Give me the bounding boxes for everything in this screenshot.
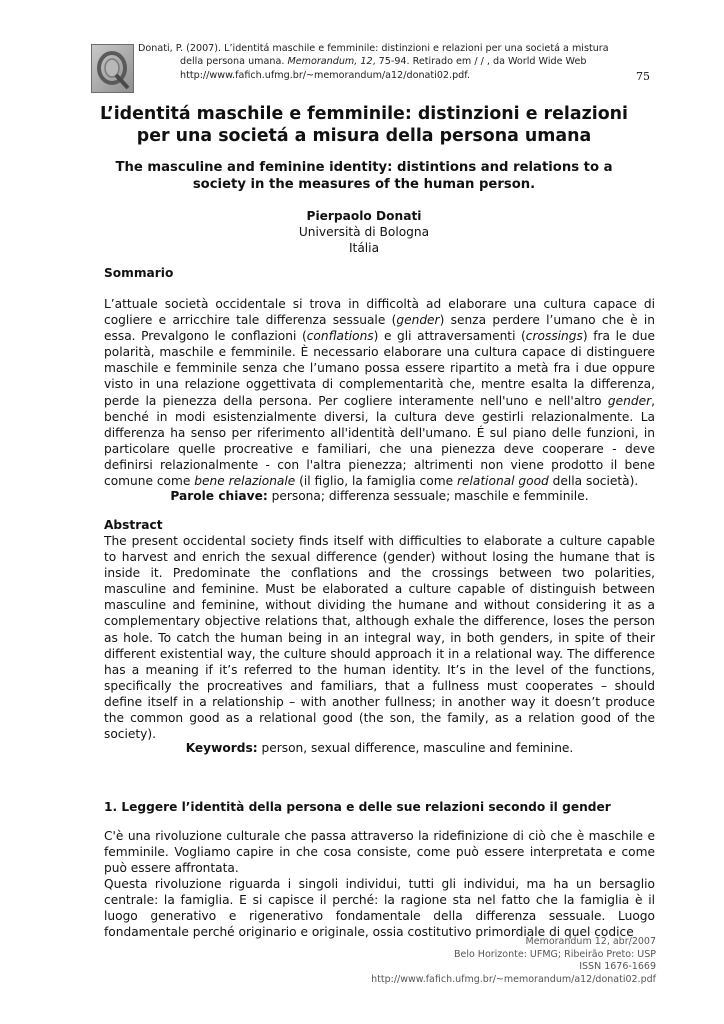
sommario-paragraph bbox=[104, 296, 655, 489]
parole-chiave-label: Parole chiave: bbox=[170, 489, 268, 503]
footer-issn: ISSN 1676-1669 bbox=[579, 961, 656, 973]
citation-line-2-a: della persona umana. bbox=[180, 56, 288, 68]
citation-line-2 bbox=[138, 55, 643, 68]
citation-line-1: Donati, P. (2007). L’identitá maschile e femminile: distinzioni e relazioni per una societá a mistura bbox=[138, 43, 609, 54]
sommario-italic-gender-2: gender bbox=[607, 393, 652, 408]
sommario-text-2: ) senza perdere l’umano che è in essa. Prevalgono le conflazioni ( bbox=[104, 313, 655, 344]
citation-url: http://www.fafich.ufmg.br/~memorandum/a12/donati02.pdf. bbox=[180, 69, 470, 81]
citation-header bbox=[138, 42, 643, 82]
section-1-paragraph-1: C'è una rivoluzione culturale che passa attraverso la ridefinizione di ciò che è maschile e femminile. Vogliamo capire in che cosa consiste, come può essere interpretata e come può essere affrontata. bbox=[104, 829, 655, 876]
sommario-heading: Sommario bbox=[104, 266, 174, 280]
sommario-text-4: ) fra le due polarità, maschile e femminile. È necessario elaborare una cultura capace di distinguere maschile e femminile senza che l’umano possa essere ripartito a metà fra i due oppure visto in una relazione oggettivata di complementarità che, mentre esalta la differenza, perde la pienezza della persona. Per cogliere interamente nell'uno e nell'altro bbox=[104, 329, 655, 408]
author-block bbox=[214, 208, 514, 256]
keywords bbox=[104, 740, 655, 756]
footer-location: Belo Horizonte: UFMG; Ribeirão Preto: USP bbox=[453, 948, 656, 960]
page-number: 75 bbox=[636, 70, 650, 83]
sommario-italic-crossings: crossings bbox=[525, 329, 583, 344]
abstract-paragraph: The present occidental society finds itself with difficulties to elaborate a culture capable to harvest and enrich the sexual difference (gender) without losing the humane that is inside it. Predominate the conflations and the crossings between two polarities, masculine and feminine. Must be elaborated a culture capable of distinguish between masculine and feminine, without dividing the humane and without considering it as a complementary objective relations that, although exhale the difference, loses the person as hole. To catch the human being in an integral way, in both genders, in spite of their different existential way, the culture should approach it in a relational way. The difference has a meaning if it’s referred to the human identity. It’s in the level of the functions, specifically the procreatives and familiars, that a fullness must cooperates – should define itself in a relationship – with another fullness; in another way it doesn’t produce the common good as a relational good (the son, the family, as a relation good of the society). bbox=[104, 534, 655, 742]
sommario-text-6: (il figlio, la famiglia come bbox=[295, 474, 457, 489]
section-1-paragraph-2: Questa rivoluzione riguarda i singoli individui, tutti gli individui, ma ha un bersaglio centrale: la famiglia. E si capisce il perché: la ragione sta nel fatto che la famiglia è il luogo generativo e rigenerativo fondamentale della differenza sessuale. Luogo fondamentale perché originario e originale, ossia costitutivo primordiale di quel codice bbox=[104, 877, 655, 940]
keywords-label: Keywords: bbox=[185, 741, 258, 755]
sommario-text-5: , benché in modi esistenzialmente diversi, la cultura deve gestirli relazionalmente. La differenza ha senso per riferimento all'identità dell'umano. É sul piano delle funzioni, in particolare quelle procreative e familiari, che una pienezza deve cooperare - deve definirsi relazionalmente - con l'altra pienezza; altrimenti non viene prodotto il bene comune come bbox=[104, 393, 655, 489]
logo-graphic bbox=[92, 45, 133, 92]
sommario-italic-bene-relazionale: bene relazionale bbox=[194, 474, 296, 489]
sommario-italic-gender-1: gender bbox=[396, 313, 440, 328]
footer-url: http://www.fafich.ufmg.br/~memorandum/a12/donati02.pdf bbox=[371, 973, 656, 985]
parole-chiave-text: persona; differenza sessuale; maschile e femminile. bbox=[267, 489, 589, 503]
citation-journal: Memorandum, 12 bbox=[287, 56, 373, 68]
sommario-text-1: L’attuale società occidentale si trova in difficoltà ad elaborare una cultura capace di cogliere e arricchire tale differenza sessuale ( bbox=[104, 297, 655, 328]
paper-title: L’identitá maschile e femminile: distinzioni e relazioni per una societá a misura della persona umana bbox=[100, 104, 628, 146]
memorandum-logo-icon bbox=[91, 44, 134, 93]
section-1-heading: 1. Leggere l’identità della persona e delle sue relazioni secondo il gender bbox=[104, 800, 611, 814]
sommario-italic-conflations: conflations bbox=[306, 329, 374, 344]
citation-line-2-b: , 75-94. Retirado em / / , da World Wide Web bbox=[372, 56, 587, 68]
sommario-italic-relational-good: relational good bbox=[456, 474, 549, 489]
author-affiliation: Università di Bologna bbox=[298, 225, 430, 239]
parole-chiave bbox=[104, 488, 655, 504]
author-name: Pierpaolo Donati bbox=[306, 209, 422, 223]
abstract-heading: Abstract bbox=[104, 518, 163, 532]
sommario-text-7: della società). bbox=[548, 474, 639, 489]
footer-issue: Memorandum 12, abr/2007 bbox=[525, 936, 656, 947]
sommario-text-3: ) e gli attraversamenti ( bbox=[373, 329, 526, 344]
keywords-text: person, sexual difference, masculine and feminine. bbox=[257, 741, 574, 755]
author-country: Itália bbox=[348, 241, 380, 255]
paper-subtitle: The masculine and feminine identity: distintions and relations to a society in the measures of the human person. bbox=[115, 160, 613, 192]
page-footer bbox=[371, 936, 656, 986]
